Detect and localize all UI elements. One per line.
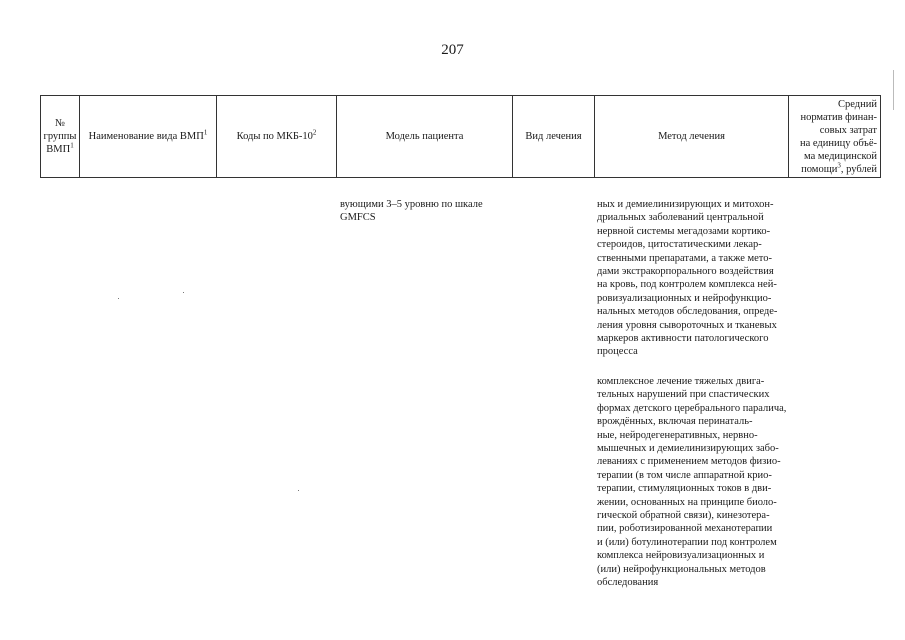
header-icd-codes: Коды по МКБ-$10^2$ — [217, 96, 337, 178]
header-cost-standard: Средний норматив финан- совых затрат на единицу объё- ма медицинской помощи$^3$, рублей — [789, 96, 881, 178]
table-header — [40, 95, 881, 178]
page-number: 207 — [441, 42, 464, 58]
header-treatment-method: Метод лечения — [595, 96, 789, 178]
treatment-method-text-1: ных и демиелинизирующих и митохон- дриальных заболеваний центральной нервной системы мегадозами кортико- стероидов, цитостатическими лекар- ственными препаратами, а также мето- дами экстракорпорального воздействия на кровь, под контролем комплекса ней- ровизуализационных и нейрофункцио- нальных методов обследования, опреде- ления уровня сывороточных и тканевых маркеров активности патологического процесса — [597, 199, 778, 358]
header-group-number: № группы ВМП$^1$ — [41, 96, 80, 178]
scan-speck — [298, 490, 299, 491]
scan-speck — [893, 70, 894, 110]
scan-speck — [118, 298, 119, 299]
header-patient-model: Модель пациента — [337, 96, 513, 178]
header-treatment-type: Вид лечения — [513, 96, 595, 178]
patient-model-text: вующими 3–5 уровню по шкале GMFCS — [340, 199, 483, 224]
header-vmp-name: Наименование вида ВМП$^1$ — [80, 96, 217, 178]
treatment-method-text-2: комплексное лечение тяжелых двига- тельных нарушений при спастических формах детского церебрального паралича, врождённых, включая перинаталь- ные, нейродегенеративных, нервно- мышечных и демиелинизирующих забо- леваниях с применением методов физио- терапии (в том числе аппаратной крио- терапии, стимуляционных токов в дви- жении, основанных на принципе биоло- гической обратной связи), кинезотера- пии, роботизированной механотерапии и (или) ботулинотерапии под контролем комплекса нейровизуализационных и (или) нейрофункциональных методов обследования — [597, 376, 787, 589]
scan-speck — [183, 292, 184, 293]
